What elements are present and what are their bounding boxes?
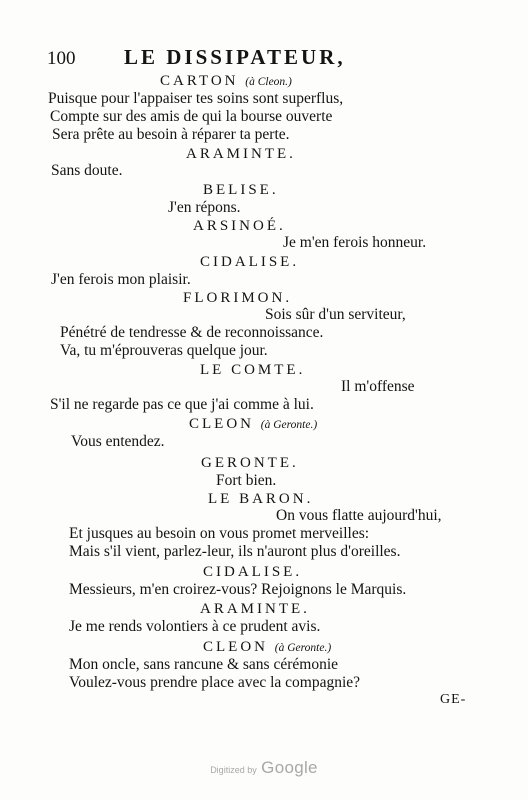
catchword: GE- bbox=[440, 692, 467, 707]
verse-line: Compte sur des amis de qui la bourse ouverte bbox=[50, 108, 333, 125]
speaker-name: ARAMINTE. bbox=[186, 146, 296, 162]
google-logo: Google bbox=[261, 758, 318, 777]
digitization-watermark bbox=[0, 758, 528, 778]
verse-line: J'en ferois mon plaisir. bbox=[51, 271, 191, 288]
verse-line: S'il ne regarde pas ce que j'ai comme à lui. bbox=[50, 396, 314, 413]
speaker-label: CLEON bbox=[203, 639, 268, 655]
verse-line: Voulez-vous prendre place avec la compagnie? bbox=[69, 674, 361, 691]
speaker-name: LE COMTE. bbox=[200, 362, 306, 378]
verse-line: Je m'en ferois honneur. bbox=[283, 234, 427, 251]
speaker-name: GERONTE. bbox=[201, 455, 299, 471]
stage-direction: (à Cleon.) bbox=[245, 76, 292, 88]
verse-line: Fort bien. bbox=[216, 472, 277, 489]
running-title: LE DISSIPATEUR, bbox=[124, 45, 346, 69]
verse-line: Il m'offense bbox=[341, 378, 415, 395]
verse-line: Sans doute. bbox=[51, 162, 123, 179]
verse-line: J'en répons. bbox=[168, 199, 241, 216]
stage-direction: (à Geronte.) bbox=[260, 419, 318, 431]
verse-line: Je me rends volontiers à ce prudent avis. bbox=[69, 618, 321, 635]
speaker-label: CLEON bbox=[189, 416, 254, 432]
verse-line: Messieurs, m'en croirez-vous? Rejoignons le Marquis. bbox=[69, 581, 407, 598]
stage-direction: (à Geronte.) bbox=[274, 642, 332, 654]
verse-line: Va, tu m'éprouveras quelque jour. bbox=[60, 342, 268, 359]
speaker-name bbox=[160, 72, 292, 91]
verse-line: Vous entendez. bbox=[71, 433, 165, 450]
speaker-name: FLORIMON. bbox=[183, 290, 293, 306]
speaker-name: ARSINOÉ. bbox=[193, 218, 286, 234]
speaker-name bbox=[189, 415, 317, 434]
speaker-name: CIDALISE. bbox=[200, 254, 300, 270]
speaker-name bbox=[203, 638, 331, 657]
verse-line: Pénétré de tendresse & de reconnoissance. bbox=[60, 324, 324, 341]
watermark-prefix: Digitized by bbox=[210, 765, 257, 775]
verse-line: Sera prête au besoin à réparer ta perte. bbox=[52, 126, 290, 143]
verse-line: Sois sûr d'un serviteur, bbox=[265, 306, 406, 323]
speaker-name: CIDALISE. bbox=[203, 564, 303, 580]
verse-line: Mais s'il vient, parlez-leur, ils n'auront plus d'oreilles. bbox=[69, 543, 401, 560]
speaker-label: CARTON bbox=[160, 73, 239, 89]
page-number: 100 bbox=[47, 48, 76, 69]
verse-line: Et jusques au besoin on vous promet merveilles: bbox=[69, 525, 370, 542]
verse-line: On vous flatte aujourd'hui, bbox=[276, 507, 442, 524]
speaker-name: ARAMINTE. bbox=[200, 601, 310, 617]
speaker-name: BELISE. bbox=[203, 182, 279, 198]
speaker-name: LE BARON. bbox=[208, 491, 314, 507]
verse-line: Puisque pour l'appaiser tes soins sont superflus, bbox=[48, 90, 344, 107]
verse-line: Mon oncle, sans rancune & sans cérémonie bbox=[69, 656, 339, 673]
